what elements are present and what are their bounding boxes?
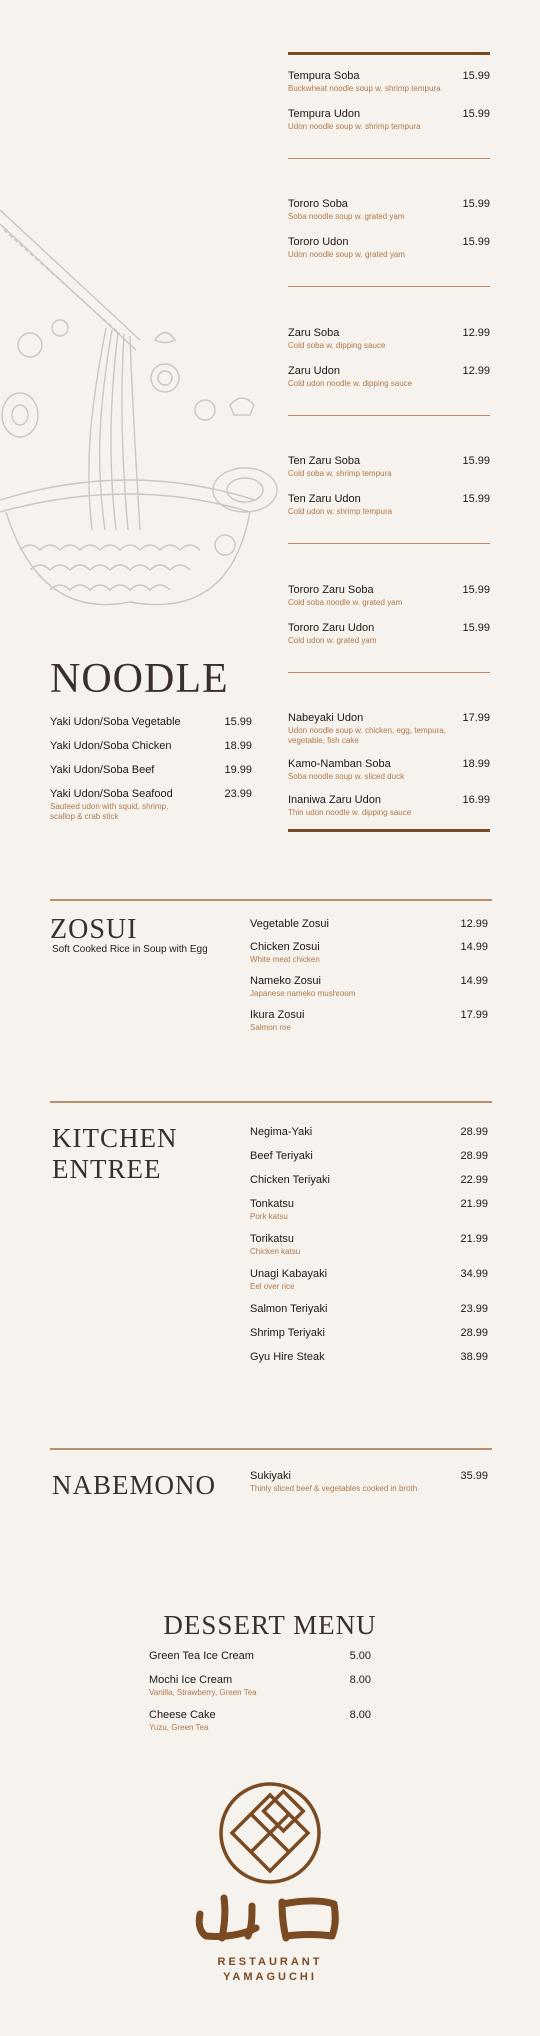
item-name: Zaru Udon xyxy=(288,365,340,377)
menu-item xyxy=(250,1327,488,1340)
item-description: Cold udon w. grated yam xyxy=(288,636,377,645)
item-name: Torikatsu xyxy=(250,1233,295,1245)
item-price: 15.99 xyxy=(462,584,490,596)
menu-item xyxy=(250,1303,488,1316)
item-name: Sukiyaki xyxy=(250,1470,291,1482)
kitchen-list xyxy=(250,1126,488,1364)
section-top-rule xyxy=(288,52,490,55)
menu-item xyxy=(288,622,490,646)
item-price: 15.99 xyxy=(224,716,252,728)
item-price: 15.99 xyxy=(462,622,490,634)
item-name: Chicken Zosui xyxy=(250,941,320,953)
item-description: White meat chicken xyxy=(250,955,320,964)
item-price: 15.99 xyxy=(462,198,490,210)
menu-item xyxy=(288,455,490,479)
noodle-list xyxy=(50,716,252,822)
item-price: 23.99 xyxy=(224,788,252,800)
dessert-list xyxy=(149,1650,371,1733)
kitchen-heading-line2: ENTREE xyxy=(52,1154,162,1184)
menu-item xyxy=(250,941,488,965)
menu-item xyxy=(250,1470,488,1494)
noodle-group-1 xyxy=(288,70,490,132)
item-name: Mochi Ice Cream xyxy=(149,1674,233,1686)
item-price: 28.99 xyxy=(460,1126,488,1138)
item-name: Kamo-Namban Soba xyxy=(288,758,391,770)
item-price: 21.99 xyxy=(460,1198,488,1210)
item-description: Cold soba noodle w. grated yam xyxy=(288,598,403,607)
item-price: 12.99 xyxy=(462,365,490,377)
item-description: Eel over rice xyxy=(250,1282,295,1291)
menu-item xyxy=(288,70,490,94)
menu-item xyxy=(288,108,490,132)
item-description: Vanilla, Strawberry, Green Tea xyxy=(149,1688,257,1697)
item-name: Yaki Udon/Soba Chicken xyxy=(50,740,172,752)
menu-item xyxy=(250,1268,488,1292)
item-description: Soba noodle soup w. grated yam xyxy=(288,212,405,221)
item-description: Salmon roe xyxy=(250,1023,291,1032)
item-description: Thinly sliced beef & vegetables cooked in broth xyxy=(250,1484,418,1493)
item-name: Tororo Soba xyxy=(288,198,348,210)
item-description: Chicken katsu xyxy=(250,1247,301,1256)
item-name: Green Tea Ice Cream xyxy=(149,1650,254,1662)
menu-item xyxy=(288,198,490,222)
item-name: Unagi Kabayaki xyxy=(250,1268,328,1280)
nabemono-list xyxy=(250,1470,488,1494)
item-price: 14.99 xyxy=(460,941,488,953)
item-price: 35.99 xyxy=(460,1470,488,1482)
item-description: Yuzu, Green Tea xyxy=(149,1723,209,1732)
menu-item xyxy=(288,493,490,517)
item-name: Tempura Udon xyxy=(288,108,361,120)
item-description: Cold soba w. dipping sauce xyxy=(288,341,386,350)
item-description: Pork katsu xyxy=(250,1212,288,1221)
item-price: 23.99 xyxy=(460,1303,488,1315)
item-name: Ten Zaru Soba xyxy=(288,455,361,467)
section-bottom-rule xyxy=(288,829,490,832)
item-price: 22.99 xyxy=(460,1174,488,1186)
item-price: 15.99 xyxy=(462,70,490,82)
menu-item xyxy=(50,740,252,753)
divider xyxy=(288,672,490,673)
menu-item xyxy=(288,327,490,351)
zosui-subtitle: Soft Cooked Rice in Soup with Egg xyxy=(52,944,208,955)
item-price: 18.99 xyxy=(462,758,490,770)
item-description: Udon noodle soup w. grated yam xyxy=(288,250,405,259)
item-price: 8.00 xyxy=(349,1709,371,1721)
menu-item xyxy=(250,1198,488,1222)
item-price: 8.00 xyxy=(349,1674,371,1686)
item-name: Salmon Teriyaki xyxy=(250,1303,328,1315)
item-name: Negima-Yaki xyxy=(250,1126,313,1138)
menu-item xyxy=(250,1126,488,1139)
menu-item xyxy=(50,716,252,729)
menu-item xyxy=(288,365,490,389)
zosui-list xyxy=(250,918,488,1033)
item-name: Nabeyaki Udon xyxy=(288,712,364,724)
noodle-group-3 xyxy=(288,327,490,389)
item-description: Japanese nameko mushroom xyxy=(250,989,356,998)
menu-item xyxy=(149,1650,371,1663)
item-price: 5.00 xyxy=(349,1650,371,1662)
noodle-group-5 xyxy=(288,584,490,646)
item-name: Tempura Soba xyxy=(288,70,360,82)
item-name: Cheese Cake xyxy=(149,1709,216,1721)
item-price: 38.99 xyxy=(460,1351,488,1363)
item-price: 12.99 xyxy=(462,327,490,339)
menu-item xyxy=(288,236,490,260)
item-description: Udon noodle soup w. chicken, egg, tempura, vegetable, fish cake xyxy=(288,726,446,745)
item-price: 14.99 xyxy=(460,975,488,987)
nabemono-heading: NABEMONO xyxy=(52,1470,217,1500)
item-price: 16.99 xyxy=(462,794,490,806)
item-price: 15.99 xyxy=(462,455,490,467)
noodle-group-2 xyxy=(288,198,490,260)
item-name: Yaki Udon/Soba Seafood xyxy=(50,788,173,800)
zosui-heading: ZOSUI xyxy=(50,914,138,945)
item-name: Tororo Zaru Udon xyxy=(288,622,375,634)
divider xyxy=(50,1101,492,1103)
kitchen-heading-line1: KITCHEN xyxy=(52,1123,178,1153)
divider xyxy=(288,286,490,287)
item-price: 28.99 xyxy=(460,1150,488,1162)
menu-item xyxy=(288,584,490,608)
noodle-group-4 xyxy=(288,455,490,517)
divider xyxy=(288,415,490,416)
divider xyxy=(50,899,492,901)
item-name: Tororo Udon xyxy=(288,236,349,248)
item-name: Chicken Teriyaki xyxy=(250,1174,330,1186)
menu-item xyxy=(288,758,490,782)
divider xyxy=(50,1448,492,1450)
item-name: Tonkatsu xyxy=(250,1198,295,1210)
menu-item xyxy=(250,1009,488,1033)
item-description: Sauteed udon with squid, shrimp, scallop & crab stick xyxy=(50,802,169,821)
dessert-heading: DESSERT MENU xyxy=(163,1610,377,1640)
item-name: Nameko Zosui xyxy=(250,975,321,987)
menu-item xyxy=(50,788,252,822)
item-name: Vegetable Zosui xyxy=(250,918,329,930)
item-name: Inaniwa Zaru Udon xyxy=(288,794,381,806)
noodle-heading: NOODLE xyxy=(50,656,229,702)
item-name: Gyu Hire Steak xyxy=(250,1351,325,1363)
item-description: Cold udon noodle w. dipping sauce xyxy=(288,379,413,388)
divider xyxy=(288,158,490,159)
menu-item xyxy=(250,1351,488,1364)
item-name: Ikura Zosui xyxy=(250,1009,305,1021)
item-price: 15.99 xyxy=(462,493,490,505)
kanji-logo-mark xyxy=(186,1890,356,1950)
item-description: Buckwheat noodle soup w. shrimp tempura xyxy=(288,84,441,93)
logo-text-line2: YAMAGUCHI xyxy=(223,1971,317,1983)
item-price: 15.99 xyxy=(462,108,490,120)
item-price: 17.99 xyxy=(462,712,490,724)
item-price: 17.99 xyxy=(460,1009,488,1021)
item-description: Thin udon noodle w. dipping sauce xyxy=(288,808,412,817)
item-price: 21.99 xyxy=(460,1233,488,1245)
noodle-group-6 xyxy=(288,712,490,818)
noodle-bowl-illustration xyxy=(0,200,290,620)
item-name: Zaru Soba xyxy=(288,327,340,339)
item-description: Cold soba w. shrimp tempura xyxy=(288,469,392,478)
divider xyxy=(288,543,490,544)
menu-item xyxy=(250,918,488,931)
item-description: Soba noodle soup w. sliced duck xyxy=(288,772,405,781)
item-name: Ten Zaru Udon xyxy=(288,493,361,505)
item-price: 18.99 xyxy=(224,740,252,752)
item-name: Yaki Udon/Soba Beef xyxy=(50,764,155,776)
item-price: 12.99 xyxy=(460,918,488,930)
item-name: Beef Teriyaki xyxy=(250,1150,313,1162)
menu-item xyxy=(50,764,252,777)
item-price: 34.99 xyxy=(460,1268,488,1280)
item-price: 15.99 xyxy=(462,236,490,248)
item-name: Yaki Udon/Soba Vegetable xyxy=(50,716,181,728)
menu-item xyxy=(149,1674,371,1698)
menu-item xyxy=(288,712,490,746)
menu-item xyxy=(250,1233,488,1257)
menu-item xyxy=(288,794,490,818)
item-name: Tororo Zaru Soba xyxy=(288,584,374,596)
restaurant-emblem-logo xyxy=(218,1781,322,1885)
logo-text-line1: RESTAURANT xyxy=(217,1956,323,1968)
item-price: 28.99 xyxy=(460,1327,488,1339)
item-description: Udon noodle soup w. shrimp tempura xyxy=(288,122,421,131)
item-price: 19.99 xyxy=(224,764,252,776)
item-description: Cold udon w. shrimp tempura xyxy=(288,507,393,516)
item-name: Shrimp Teriyaki xyxy=(250,1327,325,1339)
menu-item xyxy=(250,1174,488,1187)
menu-item xyxy=(149,1709,371,1733)
menu-item xyxy=(250,975,488,999)
menu-item xyxy=(250,1150,488,1163)
